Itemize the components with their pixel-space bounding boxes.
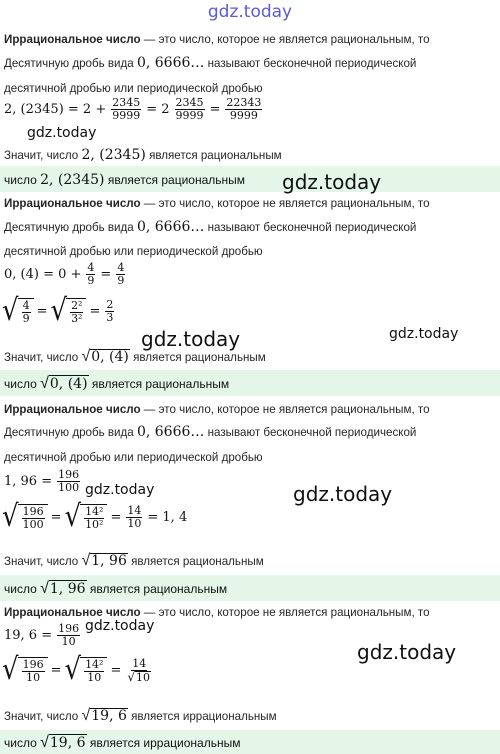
sqrt: √ $\frac{\text{14²}}{\text{10²}}$ [64, 504, 107, 531]
equation-block-4a: 19, 6 = $\frac{196}{10}$ [4, 622, 80, 648]
fraction: $\frac{196}{100}$ [58, 468, 80, 494]
fraction: $\frac{22343}{9999}$ [226, 96, 262, 122]
equation-block-4b: √ $\frac{196}{10}$ = √ $\frac{\text{14²}}{10}$ = 14 √ 10 [2, 652, 151, 688]
watermark: gdz.today [27, 125, 97, 141]
conclusion-2: Значит, число √ 0, (4) является рациональным [4, 348, 266, 365]
conclusion-1: Значит, число 2, (2345) является рациональным [4, 147, 282, 163]
fraction: $\frac{196}{10}$ [58, 622, 80, 648]
answer-1: число 2, (2345) является рациональным [4, 172, 246, 188]
conclusion-4: Значит, число √ 19, 6 является иррациональным [4, 707, 277, 724]
sqrt: √ $\frac{196}{100}$ [2, 504, 48, 531]
fraction: 14 √ 10 [127, 656, 151, 684]
watermark: gdz.today [357, 640, 457, 664]
fraction: $\frac{4}{9}$ [117, 261, 125, 287]
watermark: gdz.today [141, 327, 241, 351]
definition-line-3: десятичной дробью или периодической дробью [4, 82, 263, 95]
fraction: $\frac{2}{3}$ [106, 298, 114, 324]
sqrt: √ $\frac{\text{2²}}{\text{3²}}$ [50, 298, 86, 325]
definition-line-2: Десятичную дробь вида 0, 6666… называют бесконечной периодической [4, 219, 417, 235]
equation-block-1: 2, (2345) = 2 + $\frac{2345}{9999}$ = 2 $\frac{2345}{9999}$ = $\frac{22343}{9999}$ [4, 96, 262, 122]
fraction: $\frac{14}{10}$ [127, 504, 142, 530]
definition-line-3: десятичной дробью или периодической дробью [4, 245, 263, 258]
sqrt: √ $\frac{196}{10}$ [2, 657, 48, 684]
equation-block-2a: 0, (4) = 0 + $\frac{4}{9}$ = $\frac{4}{9}$ [4, 261, 125, 287]
watermark: gdz.today [85, 618, 155, 634]
equation-block-3b: √ $\frac{196}{100}$ = √ $\frac{\text{14²}}{\text{10²}}$ = $\frac{14}{10}$ = 1, 4 [2, 499, 188, 535]
conclusion-3: Значит, число √ 1, 96 является рациональным [4, 552, 264, 569]
fraction: $\frac{2345}{9999}$ [112, 96, 141, 122]
watermark: gdz.today [282, 170, 382, 194]
definition-line-2: Десятичную дробь вида 0, 6666… называют бесконечной периодической [4, 424, 417, 440]
watermark: gdz.today [389, 326, 459, 342]
site-title: gdz.today [207, 2, 293, 22]
answer-2: число √ 0, (4) является рациональным [4, 375, 230, 392]
answer-3: число √ 1, 96 является рациональным [4, 580, 228, 597]
sqrt: √ $\frac{\text{14²}}{10}$ [64, 657, 107, 684]
sqrt: √ $\frac{4}{9}$ [2, 298, 34, 325]
equation-block-2b: √ $\frac{4}{9}$ = √ $\frac{\text{2²}}{\text{3²}}$ = $\frac{2}{3}$ [2, 293, 114, 329]
equation-block-3a: 1, 96 = $\frac{196}{100}$ [4, 468, 80, 494]
definition-line-1: Иррациональное число — это число, которое не является рациональным, то [4, 197, 430, 210]
watermark: gdz.today [293, 482, 393, 506]
fraction: $\frac{4}{9}$ [87, 261, 95, 287]
definition-line-1: Иррациональное число — это число, которое не является рациональным, то [4, 403, 430, 416]
watermark: gdz.today [85, 482, 155, 498]
answer-4: число √ 19, 6 является иррациональным [4, 734, 241, 751]
definition-line-2: Десятичную дробь вида 0, 6666… называют бесконечной периодической [4, 55, 417, 71]
definition-line-3: десятичной дробью или периодической дробью [4, 451, 263, 464]
definition-line-1: Иррациональное число — это число, которое не является рациональным, то [4, 606, 430, 619]
definition-line-1: Иррациональное число — это число, которое не является рациональным, то [4, 33, 430, 46]
fraction: $\frac{2345}{9999}$ [175, 96, 204, 122]
